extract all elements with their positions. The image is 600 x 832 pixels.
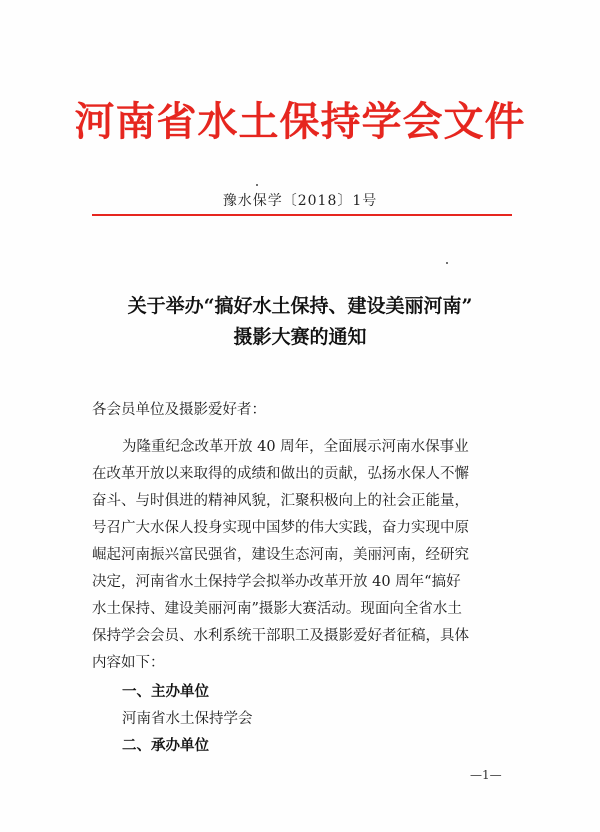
header-red-rule <box>92 214 512 216</box>
paragraph-line: 在改革开放以来取得的成绩和做出的贡献，弘扬水保人不懈 <box>92 466 469 482</box>
scan-speck <box>446 262 448 264</box>
paragraph-line: 奋斗、与时俱进的精神风貌，汇聚积极向上的社会正能量， <box>92 493 469 509</box>
paragraph-line: 保持学会会员、水利系统干部职工及摄影爱好者征稿，具体 <box>92 628 469 644</box>
section-heading: 二、承办单位 <box>122 737 209 754</box>
paragraph-line: 崛起河南振兴富民强省，建设生态河南，美丽河南，经研究 <box>92 547 469 563</box>
notice-title-line1: 关于举办“搞好水土保持、建设美丽河南” <box>127 295 473 317</box>
paragraph-line: 决定，河南省水土保持学会拟举办改革开放 40 周年“搞好 <box>92 574 461 590</box>
paragraph-line: 为隆重纪念改革开放 40 周年，全面展示河南水保事业 <box>122 439 469 455</box>
section-heading: 一、主办单位 <box>122 683 209 700</box>
scan-speck <box>256 184 258 186</box>
paragraph-line: 水土保持、建设美丽河南”摄影大赛活动。现面向全省水土 <box>92 601 462 617</box>
document-number: 豫水保学〔2018〕1号 <box>222 193 378 209</box>
section-content: 河南省水土保持学会 <box>122 711 253 727</box>
paragraph-line: 内容如下： <box>92 655 165 671</box>
paragraph-line: 号召广大水保人投身实现中国梦的伟大实践，奋力实现中原 <box>92 520 469 536</box>
salutation: 各会员单位及摄影爱好者： <box>92 402 266 418</box>
document-header-title: 河南省水土保持学会文件 <box>74 99 526 145</box>
notice-title-line2: 摄影大赛的通知 <box>233 326 367 348</box>
page-number: —1— <box>470 768 502 782</box>
